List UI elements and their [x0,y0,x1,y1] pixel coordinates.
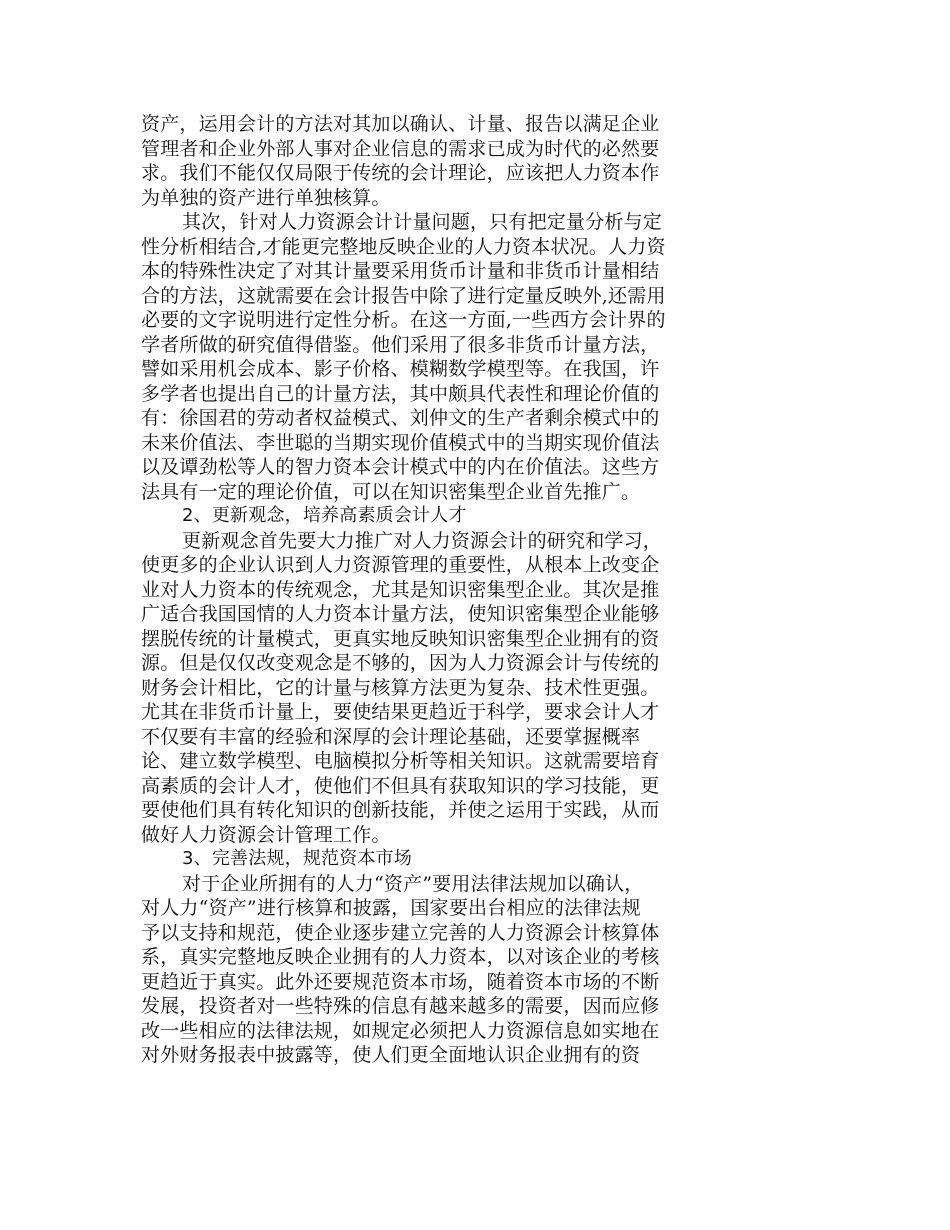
section-heading: 3、完善法规，规范资本市场 [182,848,413,869]
text-line: 对外财务报表中披露等，使人们更全面地认识企业拥有的资 [141,1044,641,1066]
text-line: 要使他们具有转化知识的创新技能，并使之运用于实践，从而 [141,799,660,821]
text-line: 予以支持和规范，使企业逐步建立完善的人力资源会计核算体 [141,921,660,944]
text-line: 尤其在非货币计量上，要使结果更趋近于科学，要求会计人才 [141,701,660,723]
text-line: 多学者也提出自己的计量方法，其中颇具代表性和理论价值的 [141,382,660,405]
text-line: 譬如采用机会成本、影子价格、模糊数学模型等。在我国，许 [141,358,660,380]
text-line: 系，真实完整地反映企业拥有的人力资本，以对该企业的考核 [141,946,660,968]
text-line: 高素质的会计人才，使他们不但具有获取知识的学习技能，更 [141,774,660,797]
text-line: 广适合我国国情的人力资本计量方法，使知识密集型企业能够 [141,603,660,625]
text-line: 发展，投资者对一些特殊的信息有越来越多的需要，因而应修 [141,995,660,1017]
text-line: 资产，运用会计的方法对其加以确认、计量、报告以满足企业 [141,113,660,135]
text-line: 业对人力资本的传统观念，尤其是知识密集型企业。其次是推 [141,578,660,601]
document-page [141,112,741,1068]
paragraph-start-line: 更新观念首先要大力推广对人力资源会计的研究和学习， [182,529,663,552]
text-line: 不仅要有丰富的经验和深厚的会计理论基础，还要掌握概率 [141,725,641,748]
text-line: 做好人力资源会计管理工作。 [141,823,391,846]
paragraph-start-line: 其次，针对人力资源会计计量问题，只有把定量分析与定 [182,211,663,233]
text-line: 管理者和企业外部人事对企业信息的需求已成为时代的必然要 [141,137,660,160]
text-line: 源。但是仅仅改变观念是不够的，因为人力资源会计与传统的 [141,652,660,674]
text-line: 合的方法，这就需要在会计报告中除了进行定量反映外,还需用 [141,284,666,307]
text-line: 论、建立数学模型、电脑模拟分析等相关知识。这就需要培育 [141,750,660,772]
text-line: 未来价值法、李世聪的当期实现价值模式中的当期实现价值法 [141,431,660,454]
text-line: 法具有一定的理论价值，可以在知识密集型企业首先推广。 [141,480,641,503]
text-line: 本的特殊性决定了对其计量要采用货币计量和非货币计量相结 [141,260,660,282]
text-line: 有：徐国君的劳动者权益模式、刘仲文的生产者剩余模式中的 [141,407,660,429]
text-line: 必要的文字说明进行定性分析。在这一方面,一些西方会计界的 [141,309,666,331]
text-line: 改一些相应的法律法规，如规定必须把人力资源信息如实地在 [141,1019,660,1042]
text-line: 使更多的企业认识到人力资源管理的重要性，从根本上改变企 [141,554,660,576]
section-heading: 2、更新观念，培养高素质会计人才 [182,505,467,526]
text-line: 性分析相结合,才能更完整地反映企业的人力资本状况。人力资 [141,235,666,258]
text-line: 求。我们不能仅仅局限于传统的会计理论，应该把人力资本作 [141,162,660,184]
text-line: 更趋近于真实。此外还要规范资本市场，随着资本市场的不断 [141,970,660,993]
text-line: 以及谭劲松等人的智力资本会计模式中的内在价值法。这些方 [141,456,660,478]
text-line: 摆脱传统的计量模式，更真实地反映知识密集型企业拥有的资 [141,627,660,650]
text-line: 为单独的资产进行单独核算。 [141,186,391,209]
text-line: 学者所做的研究值得借鉴。他们采用了很多非货币计量方法， [141,333,660,356]
text-line: 财务会计相比，它的计量与核算方法更为复杂、技术性更强。 [141,676,660,699]
text-line: 对人力“资产”进行核算和披露，国家要出台相应的法律法规 [141,897,641,919]
paragraph-start-line: 对于企业所拥有的人力“资产”要用法律法规加以确认， [182,872,644,895]
